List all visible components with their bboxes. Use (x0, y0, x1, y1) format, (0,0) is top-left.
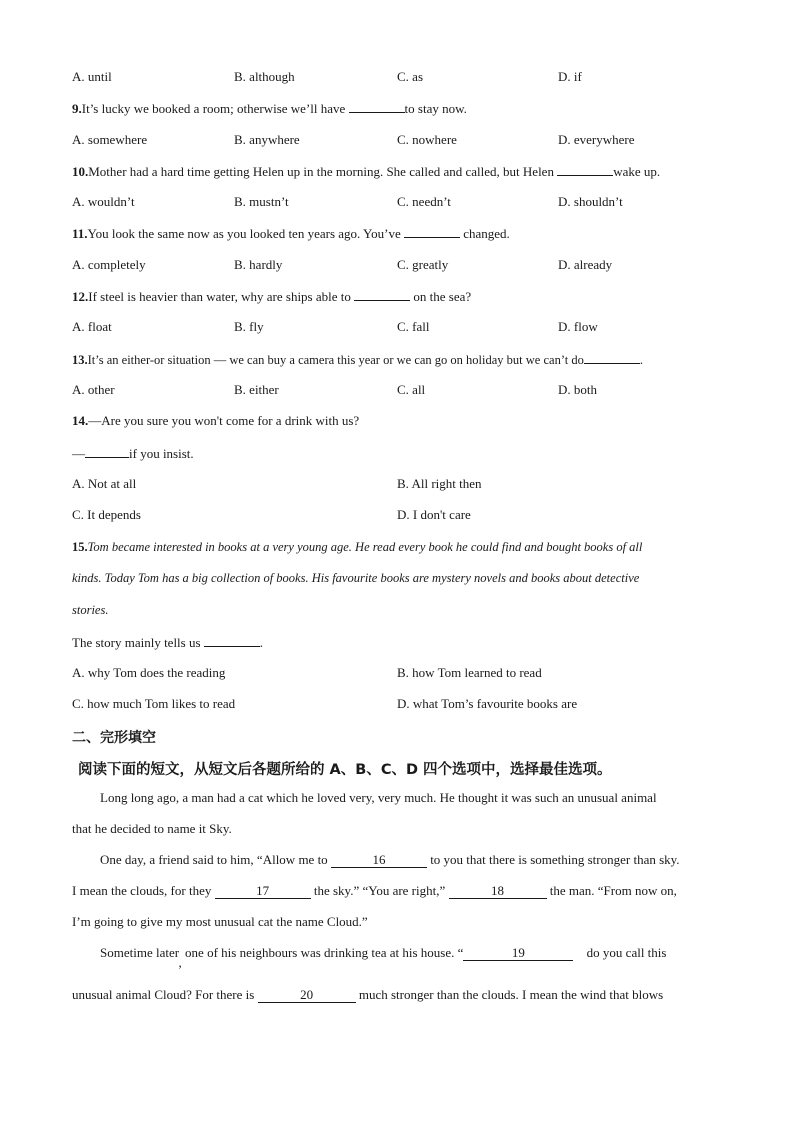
q11-stem (72, 225, 510, 242)
q10-number: 10. (72, 164, 89, 179)
q14-option-c: C. It depends (72, 507, 141, 522)
q12-option-a: A. float (72, 319, 112, 334)
q14-text-after: if you insist. (129, 446, 194, 461)
cloze-p1-line-2: that he decided to name it Sky. (72, 821, 232, 836)
q9-option-c: C. nowhere (397, 132, 457, 147)
q9-option-b: B. anywhere (234, 132, 300, 147)
q11-option-c: C. greatly (397, 257, 449, 272)
cloze-text: do you call this (583, 945, 667, 960)
q15-passage-line-2: kinds. Today Tom has a big collection of books. His favourite books are mystery novels and books about detective (72, 571, 640, 585)
q12-stem (72, 288, 471, 305)
q8-option-b: B. although (234, 69, 295, 84)
q15-option-b: B. how Tom learned to read (397, 665, 542, 680)
cloze-p1-line-1: Long long ago, a man had a cat which he loved very, very much. He thought it was such an unusual animal (100, 790, 657, 805)
q12-number: 12. (72, 289, 89, 304)
q10-option-b: B. mustn’t (234, 194, 289, 209)
q9-text-before: It’s lucky we booked a room; otherwise we’ll have (81, 101, 349, 116)
q9-option-d: D. everywhere (558, 132, 635, 147)
cloze-text: One day, a friend said to him, “Allow me to (100, 852, 331, 867)
cloze-text: I mean the clouds, for they (72, 883, 215, 898)
q9-blank (349, 100, 405, 113)
q11-number: 11. (72, 226, 88, 241)
q15-option-c: C. how much Tom likes to read (72, 696, 236, 711)
q13-text-before: It’s an either-or situation — we can buy a camera this year or we can go on holiday but we can’t do (87, 353, 584, 367)
q11-option-b: B. hardly (234, 257, 283, 272)
cloze-p2-line-2 (72, 883, 677, 899)
cloze-p2-line-1 (100, 852, 680, 868)
q14-line1: —Are you sure you won't come for a drink with us? (88, 413, 360, 428)
q13-blank (584, 351, 640, 364)
q14-option-d: D. I don't care (397, 507, 471, 522)
q13-number: 13. (72, 353, 88, 367)
q14-number: 14. (72, 413, 89, 428)
q13-stem (72, 351, 643, 368)
q10-option-d: D. shouldn’t (558, 194, 623, 209)
q10-blank (557, 163, 613, 176)
q9-number: 9. (72, 101, 82, 116)
cloze-text: unusual animal Cloud? For there is (72, 987, 258, 1002)
cloze-p3-line-1 (100, 945, 667, 970)
q11-text-after: changed. (459, 226, 510, 241)
q10-stem (72, 163, 660, 180)
q13-option-b: B. either (234, 382, 279, 397)
q13-option-d: D. both (558, 382, 597, 397)
q14-stem (72, 413, 359, 429)
q10-option-c: C. needn’t (397, 194, 451, 209)
cloze-blank-17: 17 (215, 884, 311, 899)
q9-option-a: A. somewhere (72, 132, 148, 147)
cloze-p3-line-2 (72, 987, 663, 1003)
q15-option-a: A. why Tom does the reading (72, 665, 226, 680)
cloze-blank-20: 20 (258, 988, 356, 1003)
q14-response (72, 445, 194, 462)
q15-stem (72, 634, 263, 651)
cloze-text: the man. “From now on, (546, 883, 677, 898)
q15-stem-after: . (259, 635, 264, 650)
cloze-text: to you that there is something stronger than sky. (426, 852, 680, 867)
cloze-blank-16: 16 (331, 853, 427, 868)
q8-option-d: D. if (558, 69, 582, 84)
q13-option-a: A. other (72, 382, 115, 397)
q14-blank (85, 445, 129, 458)
cloze-blank-18: 18 (449, 884, 547, 899)
q15-passage-1: Tom became interested in books at a very young age. He read every book he could find and bought books of all (87, 540, 643, 554)
q12-text-after: on the sea? (410, 289, 472, 304)
q8-option-c: C. as (397, 69, 423, 84)
q14-option-a: A. Not at all (72, 476, 137, 491)
q12-option-b: B. fly (234, 319, 264, 334)
cloze-text: much stronger than the clouds. I mean the wind that blows (355, 987, 664, 1002)
q15-passage-line-1 (72, 539, 642, 555)
q15-stem-before: The story mainly tells us (72, 635, 204, 650)
q12-option-c: C. fall (397, 319, 430, 334)
q13-text-after: . (639, 353, 643, 367)
cloze-text: the sky.” “You are right,” (310, 883, 449, 898)
q8-option-a: A. until (72, 69, 112, 84)
q15-blank (204, 634, 260, 647)
q11-option-a: A. completely (72, 257, 146, 272)
cloze-stray-comma: , (178, 955, 182, 970)
q11-blank (404, 225, 460, 238)
section-instruction: 阅读下面的短文，从短文后各题所给的 A、B、C、D 四个选项中，选择最佳选项。 (78, 762, 612, 778)
q14-dash: — (72, 446, 85, 461)
q10-text-before: Mother had a hard time getting Helen up in the morning. She called and called, but Helen (88, 164, 558, 179)
q15-passage-line-3: stories. (72, 603, 109, 617)
q12-option-d: D. flow (558, 319, 598, 334)
q15-number: 15. (72, 540, 88, 554)
q15-option-d: D. what Tom’s favourite books are (397, 696, 578, 711)
cloze-text: one of his neighbours was drinking tea at his house. “ (181, 945, 464, 960)
q10-option-a: A. wouldn’t (72, 194, 135, 209)
q13-option-c: C. all (397, 382, 426, 397)
cloze-blank-19: 19 (463, 946, 573, 961)
cloze-text: Sometime later (100, 945, 179, 960)
q9-stem (72, 100, 467, 117)
q11-option-d: D. already (558, 257, 613, 272)
cloze-p2-line-3: I’m going to give my most unusual cat the name Cloud.” (72, 914, 368, 929)
q10-text-after: wake up. (613, 164, 661, 179)
section-heading-cloze: 二、完形填空 (72, 730, 156, 746)
q11-text-before: You look the same now as you looked ten years ago. You’ve (87, 226, 404, 241)
q12-text-before: If steel is heavier than water, why are ships able to (88, 289, 355, 304)
q12-blank (354, 288, 410, 301)
q9-text-after: to stay now. (404, 101, 467, 116)
q14-option-b: B. All right then (397, 476, 482, 491)
